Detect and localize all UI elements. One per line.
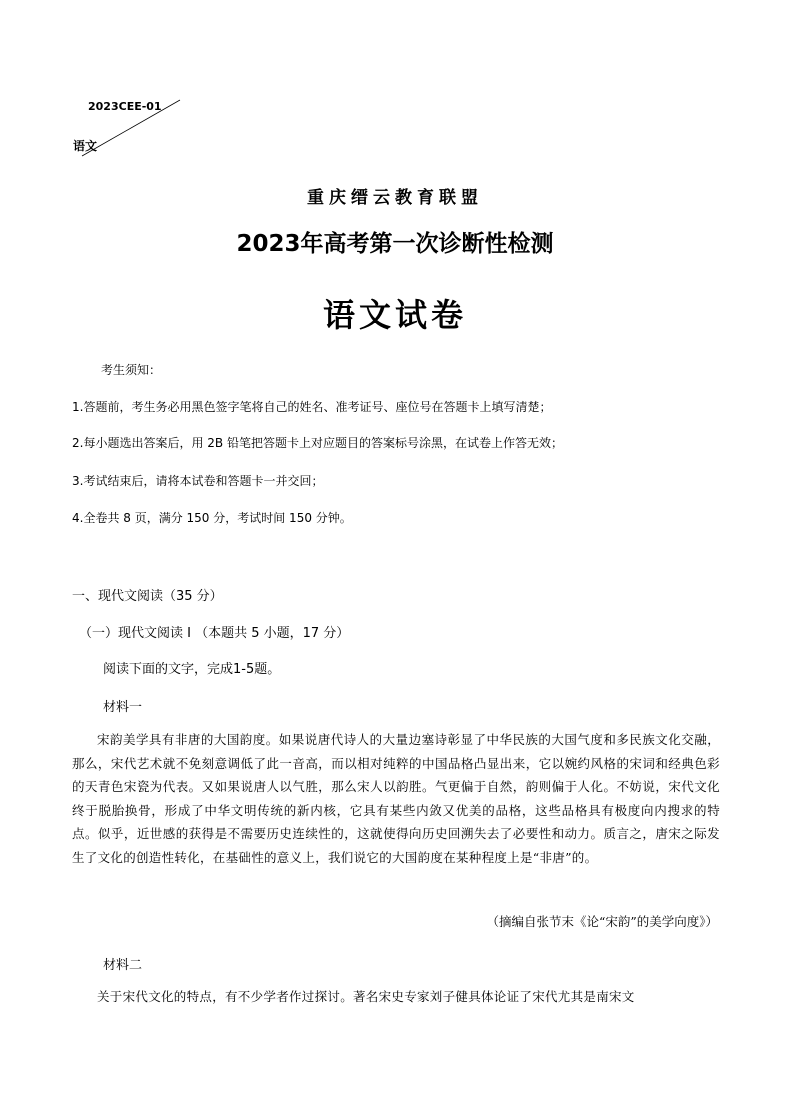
subsection-heading: （一）现代文阅读 I （本题共 5 小题，17 分）	[79, 626, 350, 641]
notice-item: 2.每小题选出答案后，用 2B 铅笔把答题卡上对应题目的答案标号涂黑，在试卷上作答无效；	[72, 436, 563, 450]
notice-item: 1.答题前，考生务必用黑色签字笔将自己的姓名、准考证号、座位号在答题卡上填写清楚；	[72, 400, 552, 414]
notice-title: 考生须知：	[101, 363, 162, 377]
material-source: （摘编自张节末《论“宋韵”的美学向度》）	[486, 914, 718, 929]
material-paragraph: 关于宋代文化的特点，有不少学者作过探讨。著名宋史专家刘子健具体论证了宋代尤其是南宋文	[97, 989, 635, 1004]
exam-title: 2023年高考第一次诊断性检测	[236, 231, 554, 257]
notice-item: 3.考试结束后，请将本试卷和答题卡一并交回；	[72, 474, 324, 488]
exam-code: 2023CEE-01	[88, 100, 162, 113]
notice-item: 4.全卷共 8 页，满分 150 分，考试时间 150 分钟。	[72, 511, 352, 525]
subject-label: 语文	[73, 139, 98, 153]
instruction: 阅读下面的文字，完成1-5题。	[103, 662, 281, 677]
paper-title: 语文试卷	[322, 296, 467, 334]
union-title: 重庆缙云教育联盟	[307, 188, 483, 208]
material-label: 材料二	[103, 958, 143, 973]
material-label: 材料一	[103, 700, 143, 715]
section-heading: 一、现代文阅读（35 分）	[72, 589, 223, 604]
material-paragraph: 宋韵美学具有非唐的大国韵度。如果说唐代诗人的大量边塞诗彰显了中华民族的大国气度和多民族文化交融，那么，宋代艺术就不免刻意调低了此一音高，而以相对纯粹的中国品格凸显出来，它以婉约风格的宋词和经典色彩的天青色宋瓷为代表。又如果说唐人以气胜，那么宋人以韵胜。气更偏于自然，韵则偏于人化。不妨说，宋代文化终于脱胎换骨，形成了中华文明传统的新内核，它具有某些内敛又优美的品格，这些品格具有极度向内搜求的特点。似乎，近世感的获得是不需要历史连续性的，这就使得向历史回溯失去了必要性和动力。质言之，唐宋之际发生了文化的创造性转化，在基础性的意义上，我们说它的大国韵度在某种程度上是“非唐”的。	[72, 732, 720, 865]
